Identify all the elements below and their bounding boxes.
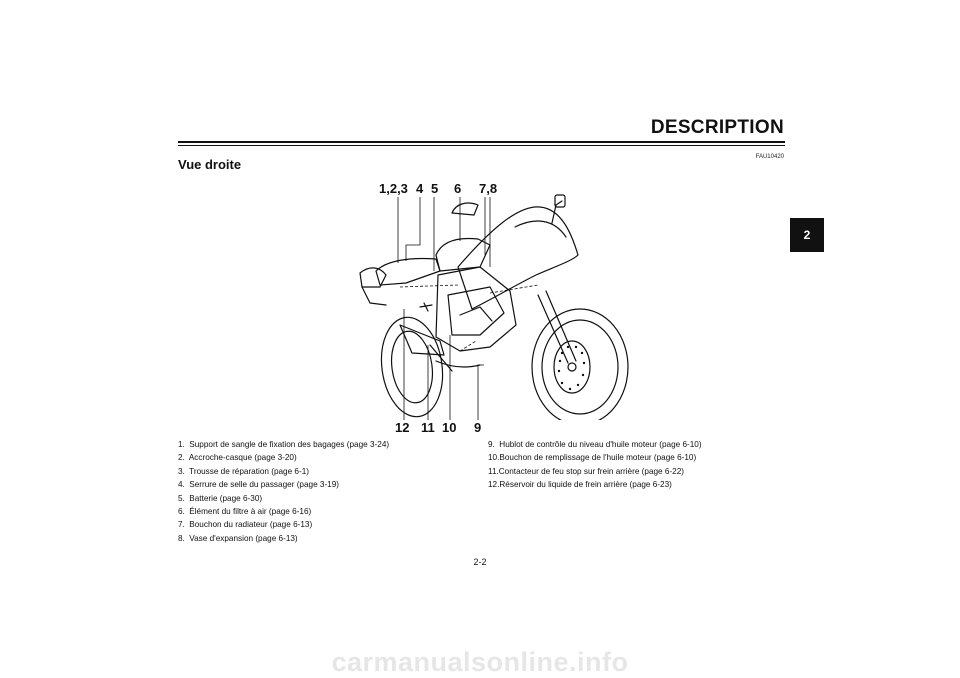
legend-right [488, 438, 788, 492]
legend-item: 9. Hublot de contrôle du niveau d'huile moteur (page 6-10) [488, 440, 702, 449]
legend-item: 6. Élément du filtre à air (page 6-16) [178, 507, 312, 517]
seat [376, 259, 440, 286]
legend-item: 8. Vase d'expansion (page 6-13) [178, 533, 298, 543]
callout-11: 11 [421, 420, 435, 435]
callout-5: 5 [431, 181, 439, 196]
callout-9: 9 [474, 420, 482, 435]
legend-item: 10.Bouchon de remplissage de l'huile moteur (page 6-10) [488, 453, 697, 463]
callout-1-2-3: 1,2,3 [379, 181, 408, 196]
callout-6: 6 [454, 181, 462, 196]
header-rule [178, 141, 785, 143]
reference-code: FAU10420 [755, 154, 784, 160]
legend-item: 7. Bouchon du radiateur (page 6-13) [178, 520, 313, 530]
motorcycle-right-side-illustration [340, 175, 640, 420]
site-watermark: carmanualsonline.info [331, 647, 629, 677]
legend-left [178, 438, 478, 545]
legend-item: 4. Serrure de selle du passager (page 3-19) [178, 480, 340, 490]
legend-item: 12.Réservoir du liquide de frein arrière (page 6-23) [488, 480, 672, 490]
front-fairing [458, 207, 578, 309]
legend-item: 2. Accroche-casque (page 3-20) [178, 453, 297, 463]
chapter-tab: 2 [790, 218, 824, 252]
callout-7-8: 7,8 [479, 181, 498, 196]
section-title: Vue droite [178, 157, 242, 172]
legend-item: 5. Batterie (page 6-30) [178, 493, 263, 503]
front-wheel [532, 309, 628, 420]
fuel-tank [436, 239, 490, 271]
page-header-title: DESCRIPTION [650, 117, 784, 138]
callout-4: 4 [416, 181, 424, 196]
callout-12: 12 [395, 420, 410, 435]
legend-item: 1. Support de sangle de fixation des bagages (page 3-24) [178, 440, 390, 449]
legend-item: 3. Trousse de réparation (page 6-1) [178, 466, 309, 476]
legend-item: 11.Contacteur de feu stop sur frein arrière (page 6-22) [488, 466, 684, 476]
page-number: 2-2 [473, 557, 487, 567]
callout-10: 10 [442, 420, 457, 435]
header-rule-thin [178, 145, 785, 146]
